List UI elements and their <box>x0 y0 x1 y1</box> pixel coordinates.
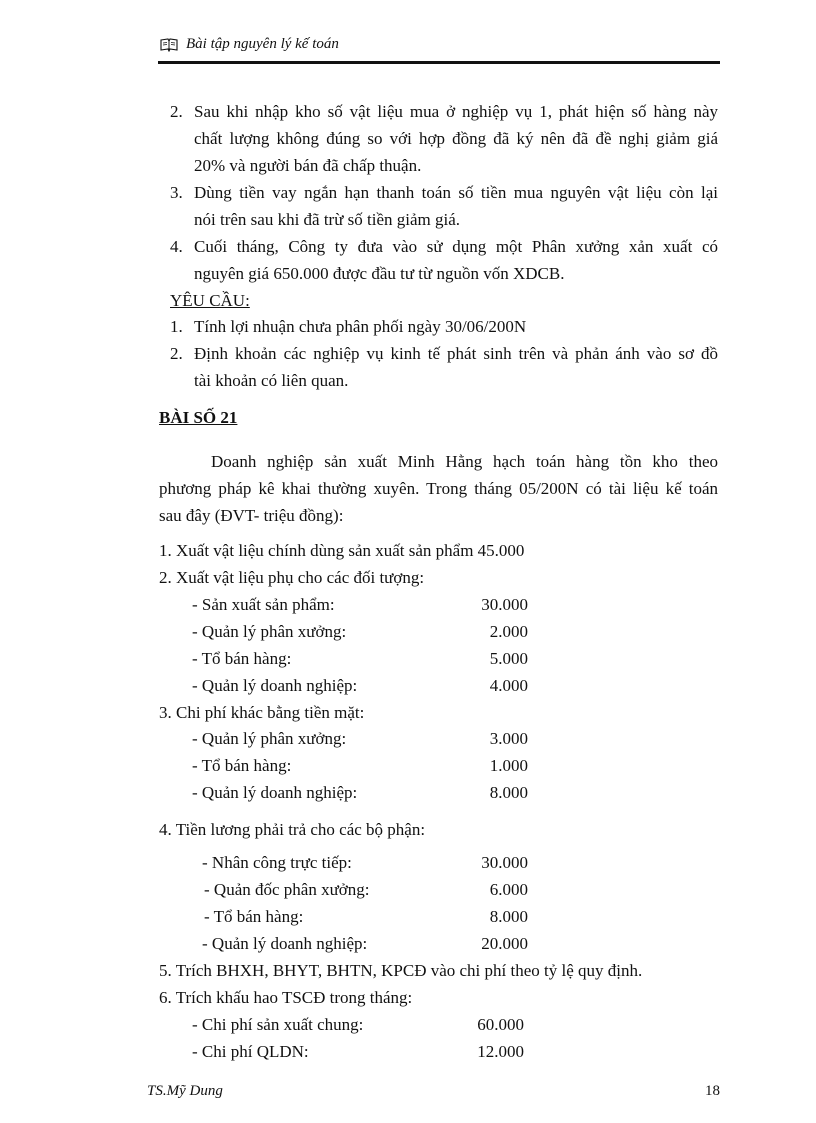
item-4-row-value: 30.000 <box>481 853 528 872</box>
page-number: 18 <box>705 1083 720 1099</box>
requirement-2-line-1: Định khoản các nghiệp vụ kinh tế phát sinh trên và phản ánh vào sơ đồ <box>194 344 718 363</box>
requirement-2-line-2: tài khoản có liên quan. <box>194 371 349 390</box>
item-3-row-label: - Quản lý phân xưởng: <box>192 729 347 748</box>
item-4-row-value: 20.000 <box>481 934 528 953</box>
item-4-row-label: - Quản lý doanh nghiệp: <box>202 934 368 953</box>
intro-line-1: Doanh nghiệp sản xuất Minh Hằng hạch toán hàng tồn kho theo <box>211 452 718 471</box>
item-4-line-1: Cuối tháng, Công ty đưa vào sử dụng một Phân xưởng xản xuất có <box>194 237 718 256</box>
item-2-number: 2. <box>170 102 183 121</box>
exercise-item-3: 3. Chi phí khác bằng tiền mặt: <box>159 703 365 722</box>
item-2-row-value: 4.000 <box>489 676 528 695</box>
exercise-item-2: 2. Xuất vật liệu phụ cho các đối tượng: <box>159 568 425 587</box>
exercise-item-6: 6. Trích khấu hao TSCĐ trong tháng: <box>159 988 413 1007</box>
intro-line-3: sau đây (ĐVT- triệu đồng): <box>159 506 344 525</box>
item-4-row-label: - Tổ bán hàng: <box>204 907 304 926</box>
item-2-row-label: - Sản xuất sản phẩm: <box>192 595 335 614</box>
header-rule <box>158 61 720 64</box>
item-3-row-value: 8.000 <box>489 783 528 802</box>
intro-line-2: phương pháp kê khai thường xuyên. Trong tháng 05/200N có tài liệu kế toán <box>159 479 718 498</box>
item-2-row-label: - Quản lý doanh nghiệp: <box>192 676 358 695</box>
exercise-item-1: 1. Xuất vật liệu chính dùng sản xuất sản phẩm 45.000 <box>159 541 525 560</box>
item-3-line-2: nói trên sau khi đã trừ số tiền giảm giá. <box>194 210 461 229</box>
requirement-1-number: 1. <box>170 317 183 336</box>
header-title: Bài tập nguyên lý kế toán <box>186 36 339 52</box>
item-4-row-label: - Nhân công trực tiếp: <box>202 853 352 872</box>
item-2-row-label: - Tổ bán hàng: <box>192 649 292 668</box>
item-3-row-label: - Quản lý doanh nghiệp: <box>192 783 358 802</box>
item-4-line-2: nguyên giá 650.000 được đầu tư từ nguồn vốn XDCB. <box>194 264 565 283</box>
open-book-icon <box>160 38 178 52</box>
footer-author: TS.Mỹ Dung <box>147 1083 223 1099</box>
requirements-title: YÊU CẦU: <box>170 291 250 310</box>
exercise-item-4: 4. Tiền lương phải trả cho các bộ phận: <box>159 820 426 839</box>
item-2-row-value: 5.000 <box>489 649 528 668</box>
item-2-line-1: Sau khi nhập kho số vật liệu mua ở nghiệp vụ 1, phát hiện số hàng này <box>194 102 718 121</box>
item-6-row-label: - Chi phí sản xuất chung: <box>192 1015 364 1034</box>
item-6-row-value: 60.000 <box>477 1015 524 1034</box>
item-2-row-label: - Quản lý phân xưởng: <box>192 622 347 641</box>
page-header <box>158 34 720 62</box>
requirement-2-number: 2. <box>170 344 183 363</box>
item-3-row-label: - Tổ bán hàng: <box>192 756 292 775</box>
exercise-item-5: 5. Trích BHXH, BHYT, BHTN, KPCĐ vào chi phí theo tỷ lệ quy định. <box>159 961 643 980</box>
item-6-row-label: - Chi phí QLDN: <box>192 1042 309 1061</box>
item-2-row-value: 2.000 <box>489 622 528 641</box>
exercise-title: BÀI SỐ 21 <box>159 408 238 427</box>
item-4-row-label: - Quản đốc phân xưởng: <box>204 880 370 899</box>
item-2-line-2: chất lượng không đúng so với hợp đồng đã ký nên đã đề nghị giảm giá <box>194 129 718 148</box>
item-3-row-value: 3.000 <box>489 729 528 748</box>
item-4-number: 4. <box>170 237 183 256</box>
item-2-line-3: 20% và người bán đã chấp thuận. <box>194 156 422 175</box>
requirement-1: Tính lợi nhuận chưa phân phối ngày 30/06/200N <box>194 317 527 336</box>
item-4-row-value: 8.000 <box>489 907 528 926</box>
item-4-row-value: 6.000 <box>489 880 528 899</box>
item-3-row-value: 1.000 <box>489 756 528 775</box>
item-2-row-value: 30.000 <box>481 595 528 614</box>
item-3-line-1: Dùng tiền vay ngắn hạn thanh toán số tiền mua nguyên vật liệu còn lại <box>194 183 718 202</box>
item-3-number: 3. <box>170 183 183 202</box>
item-6-row-value: 12.000 <box>477 1042 524 1061</box>
